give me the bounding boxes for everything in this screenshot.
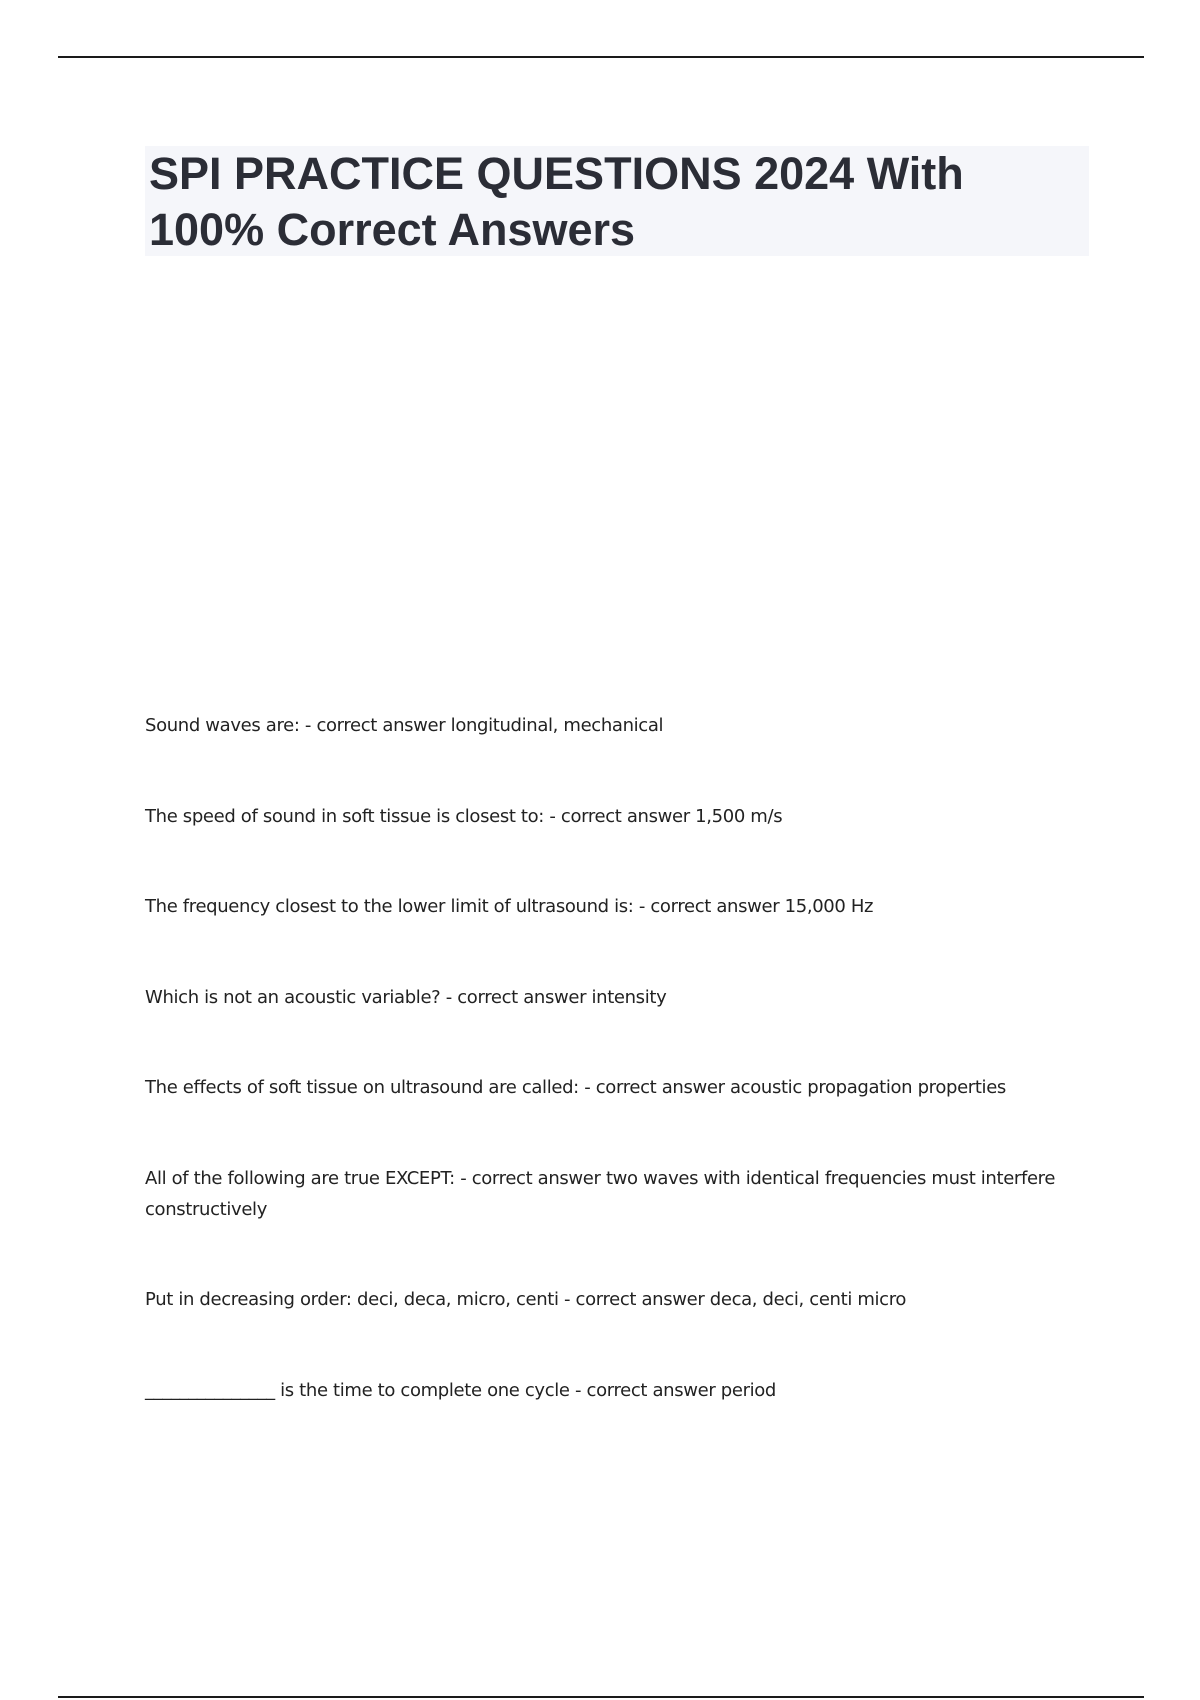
footer-rule [58, 1696, 1144, 1698]
question-item: Which is not an acoustic variable? - correct answer intensity [145, 987, 667, 1008]
title-block [145, 146, 1089, 256]
question-item: The effects of soft tissue on ultrasound are called: - correct answer acoustic propagation properties [145, 1077, 1006, 1098]
question-item: Sound waves are: - correct answer longitudinal, mechanical [145, 715, 664, 736]
question-item: _______________ is the time to complete one cycle - correct answer period [145, 1380, 777, 1401]
question-item: All of the following are true EXCEPT: - correct answer two waves with identical frequencies must interfere constructively [145, 1168, 1056, 1220]
question-item: The frequency closest to the lower limit of ultrasound is: - correct answer 15,000 Hz [145, 896, 874, 917]
document-title: SPI PRACTICE QUESTIONS 2024 With 100% Correct Answers [149, 148, 964, 255]
question-item: Put in decreasing order: deci, deca, micro, centi - correct answer deca, deci, centi micro [145, 1289, 907, 1310]
question-item: The speed of sound in soft tissue is closest to: - correct answer 1,500 m/s [145, 806, 783, 827]
header-rule [58, 56, 1144, 58]
